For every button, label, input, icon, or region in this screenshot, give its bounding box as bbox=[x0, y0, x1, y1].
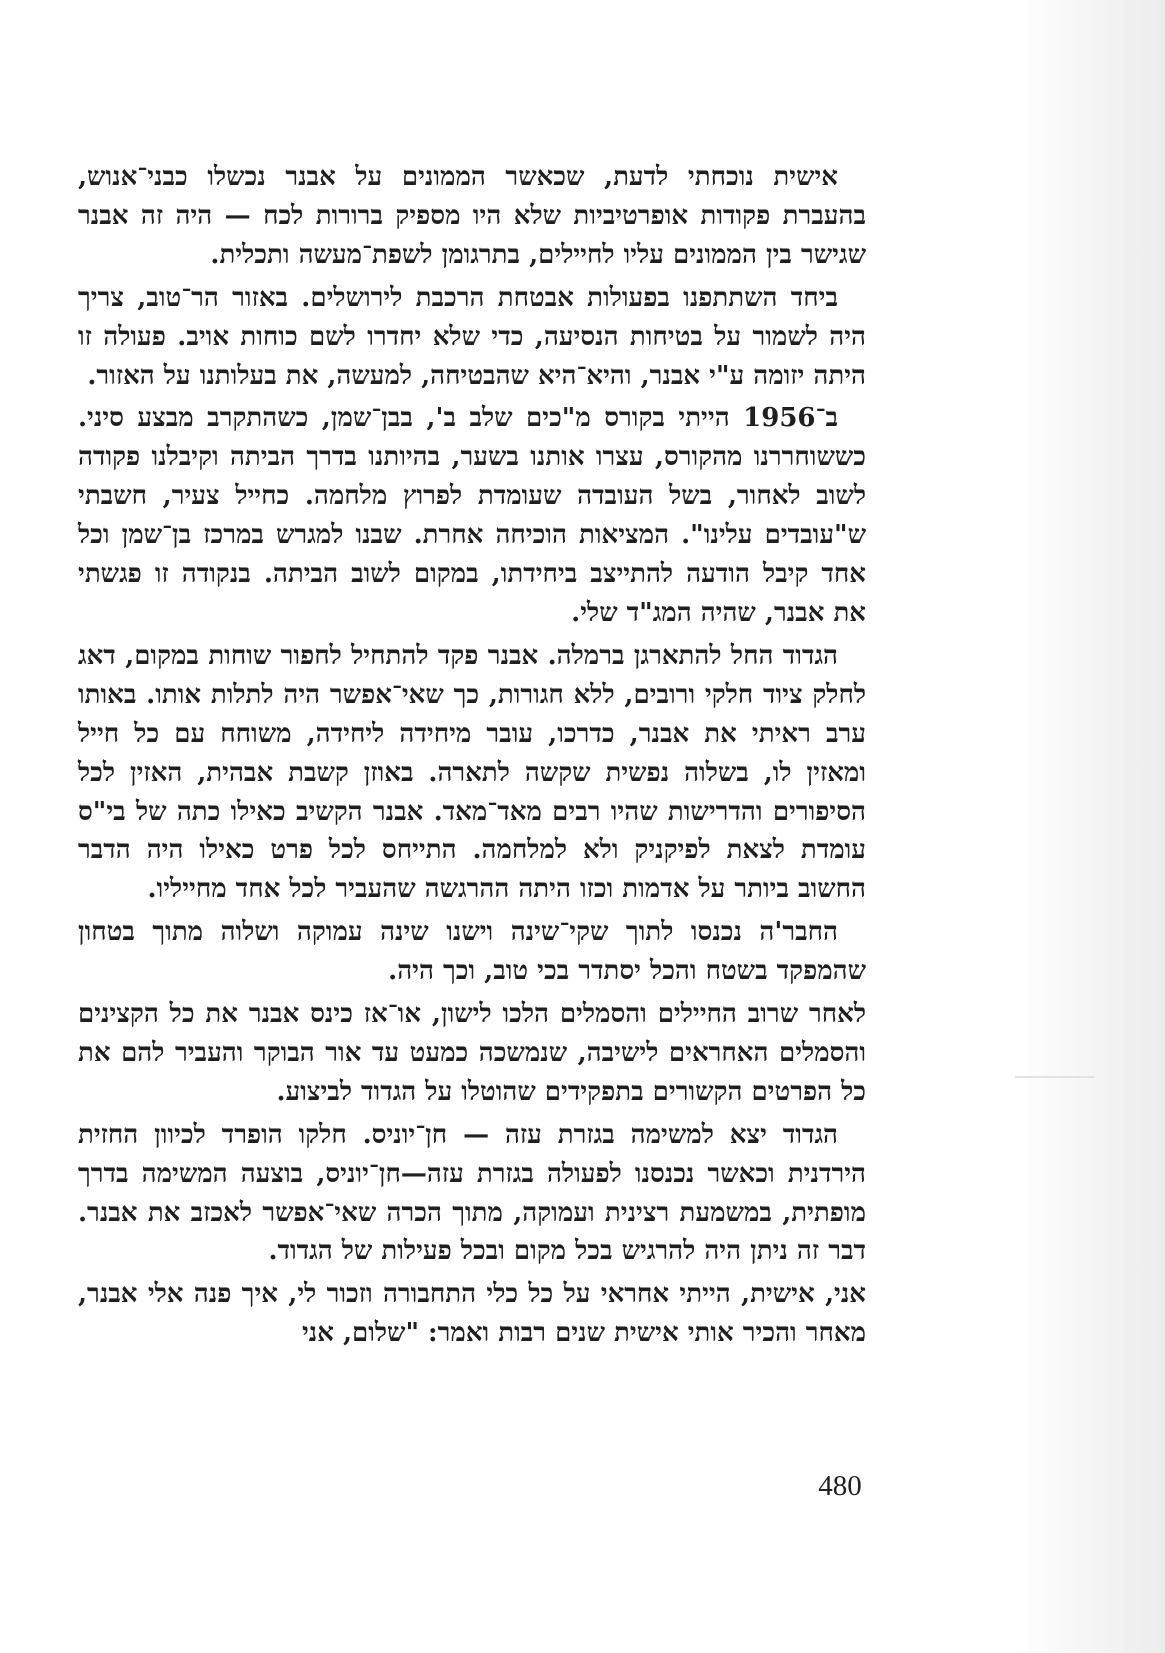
paragraph-3: ב־1956 הייתי בקורס מ"כים שלב ב', בבן־שמן, כשהתקרב מבצע סיני. כששוחררנו מהקורס, עצרו אותנו בשער, בהיותנו בדרך הביתה וקיבלנו פקודה לשוב לאחור, בשל העובדה שעומדת לפרוץ מלחמה. כחייל צעיר, חשבתי ש"עובדים עלינו". המציאות הוכיחה אחרת. שבנו למגרש במרכז בן־שמן וכל אחד קיבל הודעה להתייצב ביחידתו, במקום לשוב הביתה. בנקודה זו פגשתי את אבנר, שהיה המג"ד שלי. bbox=[78, 403, 866, 628]
body-text bbox=[78, 158, 866, 1357]
paragraph-8: אני, אישית, הייתי אחראי על כל כלי התחבורה וזכור לי, איך פנה אלי אבנר, מאחר והכיר אותי אישית שנים רבות ואמר: "שלום, אני bbox=[78, 1279, 866, 1349]
paragraph-2: ביחד השתתפנו בפעולות אבטחת הרכבת לירושלים. באזור הר־טוב, צריך היה לשמור על בטיחות הנסיעה, כדי שלא יחדרו לשם כוחות אויב. פעולה זו היתה יזומה ע"י אבנר, והיא־היא שהבטיחה, למעשה, את בעלותנו על האזור. bbox=[78, 282, 866, 391]
paragraph-1: אישית נוכחתי לדעת, שכאשר הממונים על אבנר נכשלו כבני־אנוש, בהעברת פקודות אופרטיביות שלא היו מספיק ברורות לכח — היה זה אבנר שגישר בין הממונים עליו לחיילים, בתרגומן לשפת־מעשה ותכלית. bbox=[78, 162, 866, 270]
margin-mark bbox=[1015, 1076, 1095, 1078]
paragraph-5: החבר'ה נכנסו לתוך שקי־שינה וישנו שינה עמוקה ושלוה מתוך בטחון שהמפקד בשטח והכל יסתדר בכי טוב, וכך היה. bbox=[78, 917, 866, 987]
paragraph-7: הגדוד יצא למשימה בגזרת עזה — חן־יוניס. חלקו הופרד לכיוון החזית הירדנית וכאשר נכנסנו לפעולה בגזרת עזה—חן־יוניס, בוצעה המשימה בדרך מופתית, במשמעת רצינית ועמוקה, מתוך הכרה שאי־אפשר לאכזב את אבנר. דבר זה ניתן היה להרגיש בכל מקום ובכל פעילות של הגדוד. bbox=[78, 1119, 866, 1267]
paragraph-4: הגדוד החל להתארגן ברמלה. אבנר פקד להתחיל לחפור שוחות במקום, דאג לחלק ציוד חלקי ורובים, ללא חגורות, כך שאי־אפשר היה לתלות אותו. באותו ערב ראיתי את אבנר, כדרכו, עובר מיחידה ליחידה, משוחח עם כל חייל ומאזין לו, בשלוה נפשית שקשה לתארה. באוזן קשבת אבהית, האזין לכל הסיפורים והדרישות שהיו רבים מאד־מאד. אבנר הקשיב כאילו כתה של בי"ס עומדת לצאת לפיקניק ולא למלחמה. התייחס לכל פרט כאילו היה הדבר החשוב ביותר על אדמות וכזו היתה ההרגשה שהעביר לכל אחד מחייליו. bbox=[78, 640, 866, 905]
page-number: 480 bbox=[818, 1470, 862, 1502]
paragraph-6: לאחר שרוב החיילים והסמלים הלכו לישון, או־אז כינס אבנר את כל הקצינים והסמלים האחראים לישיבה, שנמשכה כמעט עד אור הבוקר והעביר להם את כל הפרטים הקשורים בתפקידים שהוטלו על הגדוד לביצוע. bbox=[78, 999, 866, 1107]
page-edge-shadow bbox=[1015, 0, 1165, 1653]
